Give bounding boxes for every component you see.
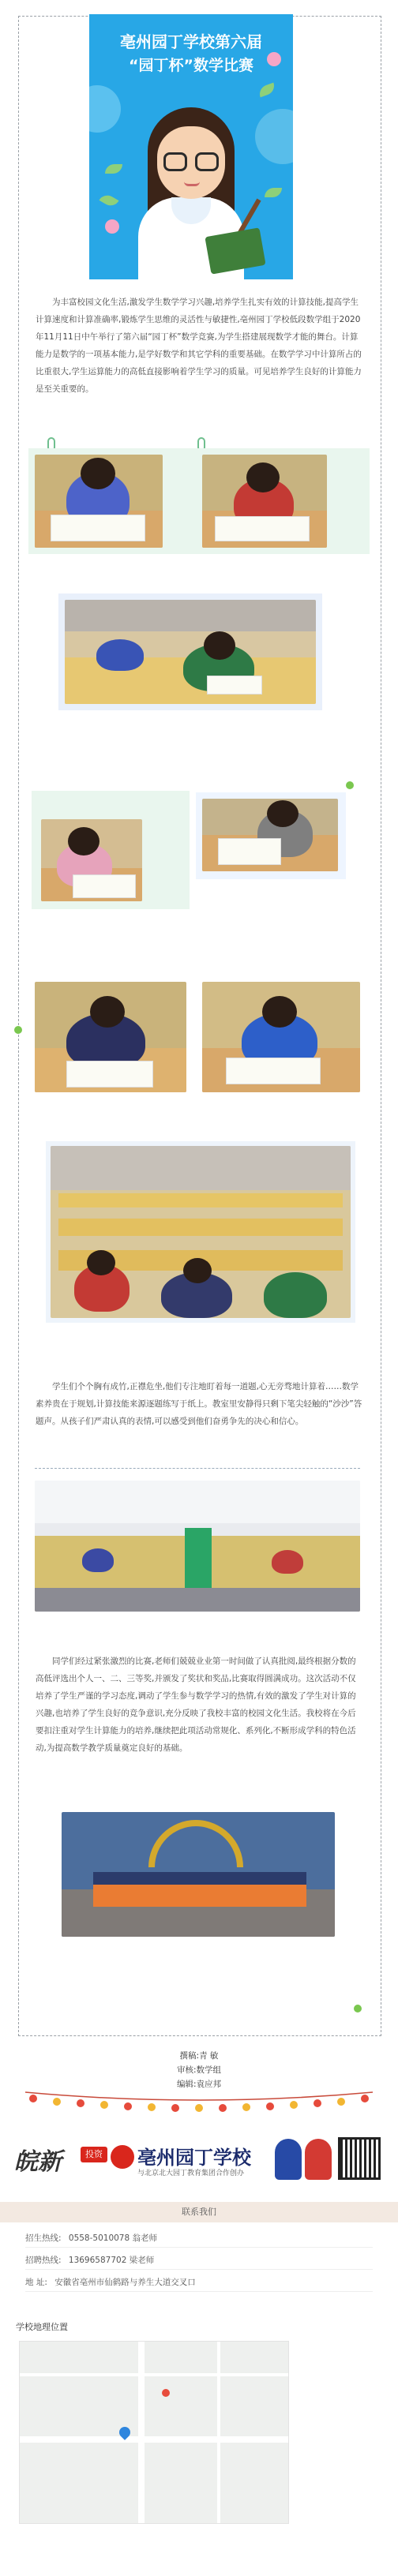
admissions-phone[interactable]: 0558-5010078 翁老师 — [68, 2233, 158, 2243]
photo-exam-hall — [35, 1481, 360, 1612]
poster-title-line1: 亳州园丁学校第六届 — [120, 32, 262, 51]
contact-admissions-row — [25, 2229, 373, 2248]
credit-proof: 审核:数学组 — [176, 2065, 222, 2075]
photo-girl-writing — [41, 819, 142, 901]
contact-header: 联系我们 — [0, 2202, 398, 2222]
credit-editor: 编辑:袁应邦 — [176, 2080, 222, 2089]
photo-boy-writing — [202, 799, 338, 871]
photo-student-writing-2 — [202, 455, 327, 548]
photo-award-group — [62, 1812, 335, 1937]
map-section-title: 学校地理位置 — [16, 2322, 68, 2332]
bunting-decoration — [25, 2087, 373, 2119]
school-logo-icon — [111, 2145, 134, 2169]
admissions-label: 招生热线: — [25, 2233, 62, 2243]
photo-classroom-rows — [65, 600, 316, 704]
poster-title — [89, 30, 293, 77]
address-value: 安徽省亳州市仙鹤路与养生大道交叉口 — [54, 2278, 196, 2287]
banner-school-name: 亳州园丁学校 — [137, 2147, 251, 2169]
school-location-map[interactable] — [19, 2341, 289, 2524]
poster-title-line2: “园丁杯”数学比赛 — [129, 57, 253, 74]
intro-paragraph: 为丰富校园文化生活,激发学生数学学习兴趣,培养学生扎实有效的计算技能,提高学生计算速度和计算准确率,锻炼学生思维的灵活性与敏捷性,亳州园丁学校低段数学组于2020年11月11日中午举行了第六届“园丁杯”数学竞赛,为学生搭建展现数学才能的舞台。计算能力是数学的一项基本能力,是学好数学和其它学科的重要基础。在数学学习中计算所占的比重很大,学生运算能力的高低直接影响着学生学习的质量。可见培养学生良好的计算能力是至关重要的。 — [36, 298, 362, 394]
mascot-icon — [275, 2139, 302, 2180]
recruit-phone[interactable]: 13696587702 梁老师 — [68, 2256, 155, 2265]
photo-boy-grey-shirt — [35, 982, 186, 1092]
photo-student-writing-1 — [35, 455, 163, 548]
banner-badge: 投资 — [81, 2147, 107, 2162]
contact-address-row — [25, 2273, 373, 2292]
closing-paragraph: 同学们经过紧张激烈的比赛,老师们兢兢业业第一时间做了认真批阅,最终根据分数的高低评选出个人一、二、三等奖,并颁发了奖状和奖品,比赛取得圆满成功。这次活动不仅培养了学生严谨的学习态度,调动了学生参与数学学习的热情,有效的激发了学生对计算的兴趣,也培养了学生良好的竞争意识,充分反映了我校丰富的校园文化生活。我校将在今后要扣注重对学生计算能力的培养,继续把此项活动常规化、系列化,不断形成学科的特色活动,为提高数学教学质量奠定良好的基础。 — [36, 1657, 356, 1753]
mascot-icon — [305, 2139, 332, 2180]
address-label: 地 址: — [25, 2278, 47, 2287]
credit-writer: 撰稿:青 敏 — [179, 2051, 219, 2061]
contact-recruit-row — [25, 2251, 373, 2270]
banner-slogan: 皖新 — [14, 2148, 62, 2176]
event-poster — [89, 14, 293, 279]
photo-boy-blue-shirt — [202, 982, 360, 1092]
recruit-label: 招聘热线: — [25, 2256, 62, 2265]
banner-subtitle: 与北京北大园丁教育集团合作创办 — [137, 2170, 245, 2177]
middle-paragraph: 学生们个个胸有成竹,正襟危坐,他们专注地盯着每一道题,心无旁骛地计算着……数学素养贵在于规划,计算技能来源逐题练写于纸上。教室里安静得只剩下笔尖轻触的“沙沙”答题声。从孩子们严肃认真的表情,可以感受到他们奋勇争先的决心和信心。 — [36, 1382, 362, 1426]
decor-dot — [14, 1026, 22, 1034]
decor-dot — [346, 781, 354, 789]
map-pin-icon[interactable] — [162, 2389, 170, 2397]
school-banner — [14, 2131, 384, 2186]
decor-dot — [354, 2005, 362, 2012]
photo-classroom-wide — [51, 1146, 351, 1318]
qr-code-icon — [338, 2137, 381, 2180]
